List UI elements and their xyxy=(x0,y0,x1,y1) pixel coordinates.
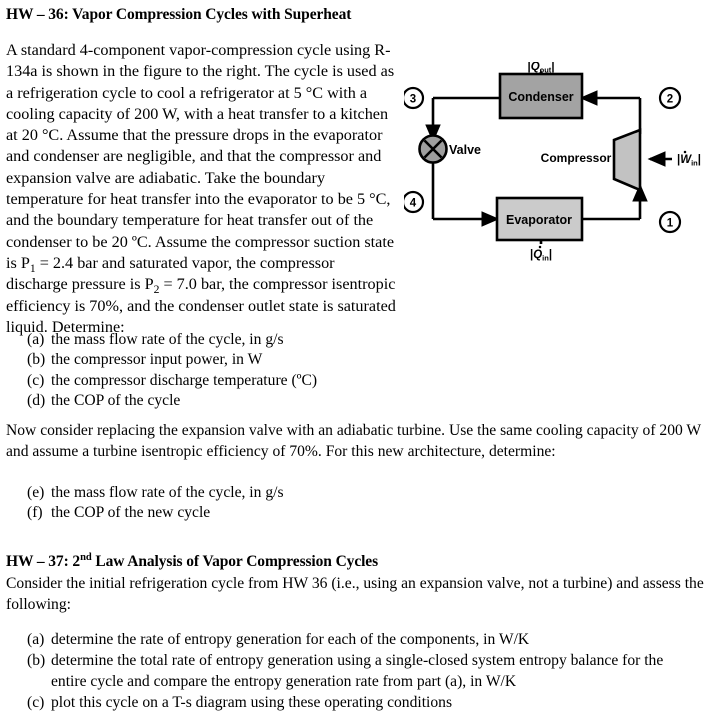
hw37-heading xyxy=(6,553,378,571)
list-item-marker: (c) xyxy=(27,371,45,389)
compressor-shape xyxy=(614,130,640,190)
list-item-marker: (f) xyxy=(27,504,43,522)
hw37-question-list xyxy=(27,629,699,713)
list-item xyxy=(27,629,699,650)
list-item xyxy=(27,391,317,411)
list-item-text: the mass flow rate of the cycle, in g/s xyxy=(51,331,284,348)
list-item-text: the mass flow rate of the cycle, in g/s xyxy=(51,484,284,501)
list-item-marker: (b) xyxy=(27,351,46,369)
vapor-compression-cycle-diagram xyxy=(404,62,704,280)
work-in-label xyxy=(677,151,701,168)
heat-out-label xyxy=(527,62,554,75)
list-item-marker: (a) xyxy=(27,631,45,648)
list-item-text: determine the rate of entropy generation for each of the components, in W/K xyxy=(51,631,530,648)
list-item xyxy=(27,371,317,391)
svg-text:1: 1 xyxy=(666,217,674,230)
intro-text-part3: = 7.0 bar, the compressor isentropic efficiency is 70%, and the condenser outlet state is saturated liquid. Determine: xyxy=(6,275,396,336)
hw36-intro-paragraph xyxy=(6,40,398,338)
svg-text:4: 4 xyxy=(409,197,417,210)
hw37-title-part2: Law Analysis of Vapor Compression Cycles xyxy=(91,553,379,570)
list-item-marker: (c) xyxy=(27,694,45,711)
state-point-4 xyxy=(404,192,423,212)
hw36-turbine-paragraph: Now consider replacing the expansion valve with an adiabatic turbine. Use the same cooling capacity of 200 W and assume a turbine isentropic efficiency of 70%. For this new architecture, determine: xyxy=(6,422,701,460)
compressor-label: Compressor xyxy=(540,151,612,165)
state-point-3 xyxy=(404,88,423,108)
svg-text:|Qin|: $|Q_{in}|$ xyxy=(529,249,553,263)
list-item xyxy=(27,503,284,523)
list-item-text: the COP of the cycle xyxy=(51,392,181,410)
hw36-heading: HW – 36: Vapor Compression Cycles with Superheat xyxy=(6,6,352,23)
expansion-valve-symbol xyxy=(420,136,447,163)
pressure-1-subscript: 1 xyxy=(29,262,36,276)
list-item-text: plot this cycle on a T-s diagram using these operating conditions xyxy=(51,694,453,711)
list-item xyxy=(27,483,284,503)
intro-text-part1: A standard 4-component vapor-compression cycle using R-134a is shown in the figure to the right. The cycle is used as a refrigeration cycle to cool a refrigerator at 5 °C with a cooling capacity of 200 W, with a heat transfer to a kitchen at 20 °C. Assume that the pressure drops in the evaporator and condenser are negligible, and that the compressor and expansion valve are adiabatic. Take the boundary temperature for heat transfer into the evaporator to be 5 °C, and the boundary temperature for heat transfer out of the condenser to be 20 ºC. Assume the compressor suction state is P xyxy=(6,41,395,272)
condenser-label: Condenser xyxy=(508,90,574,104)
list-item-marker: (e) xyxy=(27,484,45,501)
list-item-text: determine the total rate of entropy generation using a single-closed system entropy balance for the entire cycle and compare the entropy generation rate from part (a), in W/K xyxy=(51,652,664,690)
list-item xyxy=(27,650,699,692)
list-item-text: the compressor discharge temperature (ºC) xyxy=(51,371,318,389)
svg-text:3: 3 xyxy=(409,93,417,106)
intro-text-part2: = 2.4 bar and saturated vapor, the compressor discharge pressure is P xyxy=(6,253,335,294)
list-item-marker: (b) xyxy=(27,652,46,669)
svg-text:|Qout|: $|Q_{out}|$ xyxy=(527,62,555,75)
hw37-title-part1: HW – 37: 2 xyxy=(6,553,81,570)
hw36-question-list-1 xyxy=(27,330,317,412)
state-point-2 xyxy=(660,88,680,108)
hw36-question-list-2 xyxy=(27,483,284,524)
ordinal-suffix: nd xyxy=(80,551,92,563)
svg-text:2: 2 xyxy=(666,93,674,106)
list-item-marker: (a) xyxy=(27,331,45,348)
hw37-body-paragraph: Consider the initial refrigeration cycle from HW 36 (i.e., using an expansion valve, not a turbine) and assess the following: xyxy=(6,575,704,613)
evaporator-label: Evaporator xyxy=(506,213,572,227)
list-item xyxy=(27,330,317,350)
list-item-text: the COP of the new cycle xyxy=(51,504,211,522)
list-item xyxy=(27,350,317,370)
pressure-2-subscript: 2 xyxy=(153,283,160,297)
heat-in-label xyxy=(530,246,552,263)
valve-label: Valve xyxy=(449,143,481,157)
list-item-text: the compressor input power, in W xyxy=(51,351,263,369)
list-item-marker: (d) xyxy=(27,392,46,410)
state-point-1 xyxy=(660,212,680,232)
svg-text:|Win|: $|W_{in}|$ xyxy=(677,154,701,168)
